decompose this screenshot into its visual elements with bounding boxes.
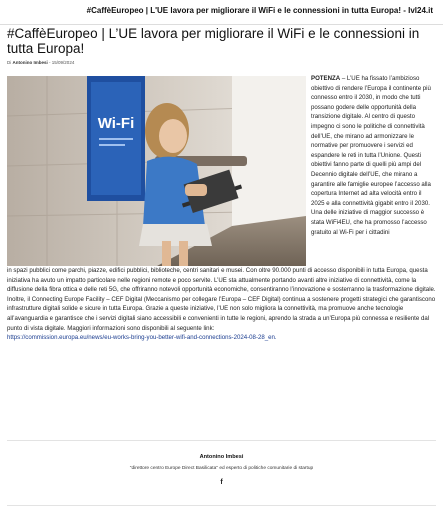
author-link[interactable]: Antonino Imbesi [12, 60, 48, 65]
article-photo [7, 76, 306, 266]
photo-illustration [7, 76, 306, 266]
wifi-sign-text: Wi-Fi [97, 115, 135, 132]
article-paragraph-full [7, 266, 436, 343]
article-date: 15/09/2024 [51, 60, 75, 65]
article-paragraph-right [311, 74, 436, 237]
date-separator: - [49, 60, 51, 65]
author-prefix: Di [7, 60, 12, 65]
source-link[interactable]: https://commission.europa.eu/news/eu-works-bring-you-better-wifi-and-connections-2024-08-28_en. [7, 334, 277, 342]
page-header-title: #CaffèEuropeo | L'UE lavora per migliorare il WiFi e le connessioni in tutta Europa! - Ivl24.it [86, 6, 433, 15]
article-title: #CaffèEuropeo | L’UE lavora per migliorare il WiFi e le connessioni in tutta Europa! [7, 26, 420, 56]
top-bar [0, 0, 443, 25]
article-meta [7, 60, 74, 65]
facebook-icon[interactable]: f [220, 479, 223, 486]
author-box [7, 440, 436, 506]
author-box-name: Antonino Imbesi [199, 454, 244, 460]
paragraph-lead: POTENZA [311, 75, 341, 82]
author-box-description: "direttore centro Europe Direct Basilicata" ed esperto di politiche comunitarie di startup [129, 466, 314, 471]
paragraph-right-text: – L’UE ha fissato l’ambizioso obiettivo di rendere l’Europa il continente più connesso entro il 2030, in modo che tutti possano godere delle opportunità della transizione digitale. Al centro di questo impegno ci sono le politiche di connettività dell’UE, che mirano ad armonizzare le normative per promuovere i servizi ed espandere le reti in tutta l’Unione. Questi obiettivi fanno parte di quelli più ampi del Decennio digitale dell’UE, che mirano a garantire alle famiglie europee l’accesso alla copertura Internet ad alta velocità entro il 2025 e alla connettività gigabit entro il 2030. Una delle iniziative di maggior successo è stata WiFi4EU, che ha promosso l’accesso gratuito al Wi-Fi per i cittadini [311, 75, 431, 236]
paragraph-full-text: in spazi pubblici come parchi, piazze, edifici pubblici, biblioteche, centri sanitari e musei. Con oltre 90.000 punti di accesso disponibili in tutta Europa, questa iniziativa ha avuto un impatto particolare nelle regioni remote e poco servite. L’UE sta attualmente portando avanti altre iniziative di connettività, come la diffusione della fibra ottica e delle reti 5G, che offriranno notevoli opportunità economiche, consentiranno l’innovazione e sosterranno la trasformazione digitale. Inoltre, il Connecting Europe Facility – CEF Digital (Meccanismo per collegare l’Europa – CEF Digital) continua a sostenere progetti strategici che garantiscono infrastrutture digitali solide e sicure in tutta Europa. Grazie a queste iniziative, l’UE non solo migliora la connettività, ma promuove anche tecnologie all’avanguardia e garantisce che i servizi digitali siano accessibili e convenienti in tutte le regioni, aprendo la strada a un’Europa più connessa e resiliente dal punto di vista digitale. Maggiori informazioni sono disponibili al seguente link: [7, 267, 436, 332]
